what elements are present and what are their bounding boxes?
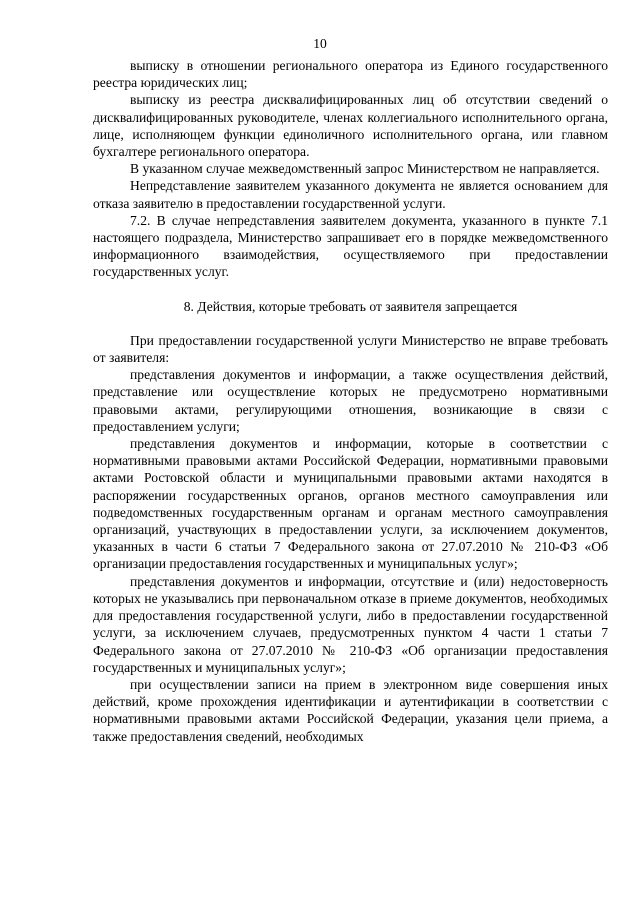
spacer bbox=[93, 281, 608, 298]
paragraph: представления документов и информации, отсутствие и (или) недостоверность которых не указывались при первоначальном отказе в приеме документов, необходимых для предоставления государственной услуги, либо в предоставлении государственной услуги, за исключением случаев, предусмотренных пунктом 4 части 1 статьи 7 Федерального закона от 27.07.2010 № 210-ФЗ «Об организации предоставления государственных и муниципальных услуг»; bbox=[93, 573, 608, 675]
spacer bbox=[93, 315, 608, 332]
paragraph: При предоставлении государственной услуги Министерство не вправе требовать от заявителя: bbox=[93, 332, 608, 366]
document-body bbox=[93, 57, 608, 745]
paragraph: В указанном случае межведомственный запрос Министерством не направляется. bbox=[130, 161, 600, 177]
paragraph: представления документов и информации, которые в соответствии с нормативными правовыми актами Российской Федерации, нормативными правовыми актами Ростовской области и муниципальными правовыми актами находятся в распоряжении государственных органов, органов местного самоуправления или подведомственных государственным органам и органам местного самоуправления организаций, участвующих в предоставлении услуги, за исключением документов, указанных в части 6 статьи 7 Федерального закона от 27.07.2010 № 210-ФЗ «Об организации предоставления государственных и муниципальных услуг»; bbox=[93, 436, 608, 572]
paragraph: 7.2. В случае непредставления заявителем документа, указанного в пункте 7.1 настоящего подраздела, Министерство запрашивает его в порядке межведомственного информационного взаимодействия, осуществляемого при предоставлении государственных услуг. bbox=[93, 212, 608, 280]
page-number: 10 bbox=[313, 36, 327, 51]
paragraph: при осуществлении записи на прием в электронном виде совершения иных действий, кроме прохождения идентификации и аутентификации в соответствии с нормативными правовыми актами Российской Федерации, указания цели приема, а также предоставления сведений, необходимых bbox=[93, 676, 608, 744]
section-heading: 8. Действия, которые требовать от заявителя запрещается bbox=[183, 298, 518, 314]
paragraph: Непредставление заявителем указанного документа не является основанием для отказа заявителю в предоставлении государственной услуги. bbox=[93, 178, 608, 211]
paragraph: выписку в отношении регионального оператора из Единого государственного реестра юридических лиц; bbox=[93, 58, 608, 91]
paragraph: представления документов и информации, а также осуществления действий, представление или осуществление которых не предусмотрено нормативными правовыми актами, регулирующими отношения, возникающие в связи с предоставлением услуги; bbox=[93, 367, 608, 434]
paragraph: выписку из реестра дисквалифицированных лиц об отсутствии сведений о дисквалифицированных руководителе, членах коллегиального исполнительного органа, лице, исполняющем функции единоличного исполнительного органа, или главном бухгалтере регионального оператора. bbox=[93, 92, 608, 160]
